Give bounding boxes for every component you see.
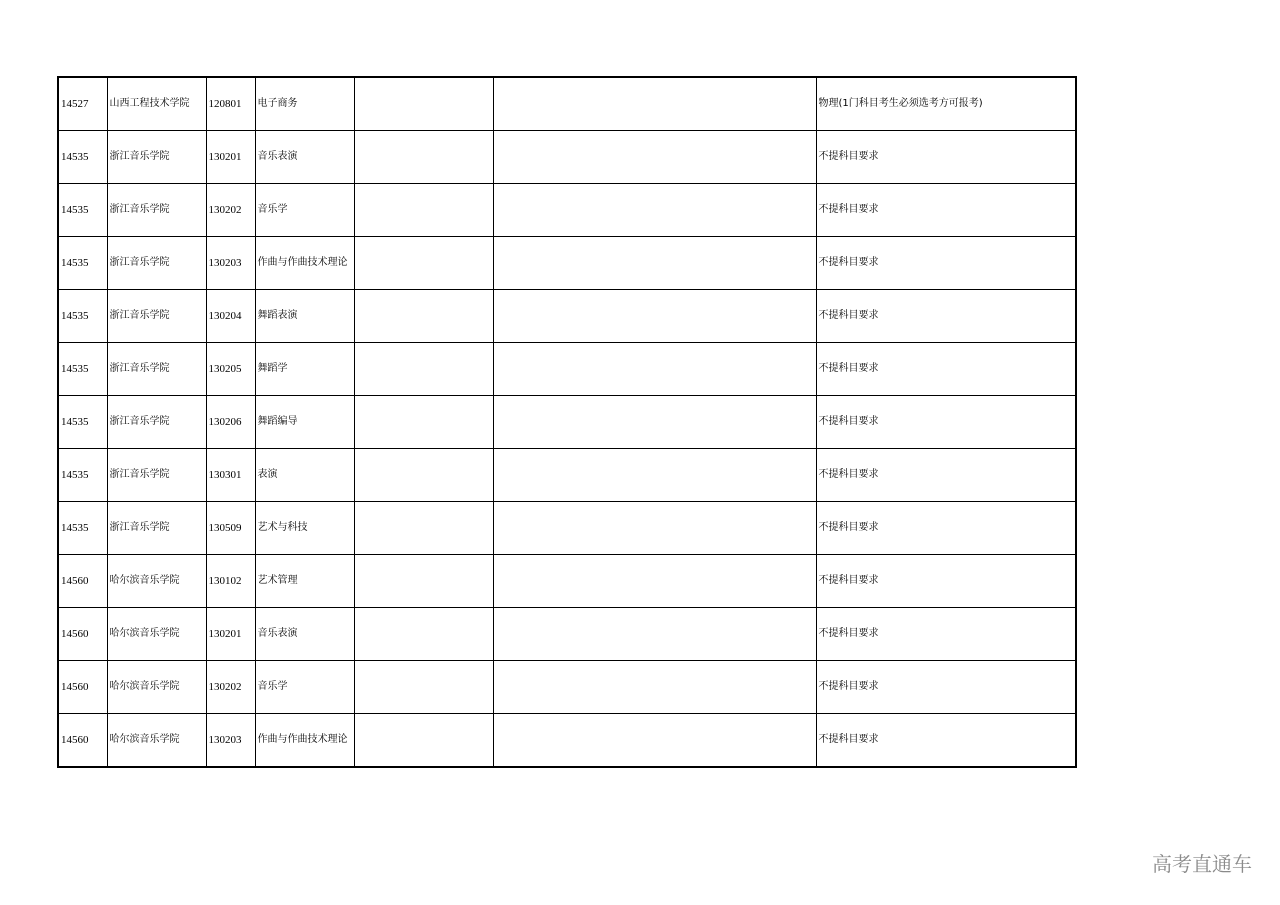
blank-cell xyxy=(354,449,493,502)
blank-cell xyxy=(354,237,493,290)
school-name-cell: 哈尔滨音乐学院 xyxy=(107,661,206,714)
blank-cell xyxy=(354,131,493,184)
school-name-cell: 哈尔滨音乐学院 xyxy=(107,714,206,768)
school-name-cell: 浙江音乐学院 xyxy=(107,502,206,555)
major-name-cell: 艺术与科技 xyxy=(255,502,354,555)
subject-requirement-cell: 不提科目要求 xyxy=(816,396,1076,449)
school-code-cell: 14535 xyxy=(58,449,107,502)
blank-cell xyxy=(493,555,816,608)
table-row xyxy=(58,343,1076,396)
blank-cell xyxy=(493,184,816,237)
table-row xyxy=(58,661,1076,714)
school-name-cell: 浙江音乐学院 xyxy=(107,343,206,396)
table-row xyxy=(58,396,1076,449)
subject-requirement-cell: 不提科目要求 xyxy=(816,502,1076,555)
subject-requirement-cell: 不提科目要求 xyxy=(816,343,1076,396)
table-row xyxy=(58,77,1076,131)
major-code-cell: 120801 xyxy=(206,77,255,131)
blank-cell xyxy=(354,343,493,396)
table-row xyxy=(58,184,1076,237)
major-name-cell: 音乐学 xyxy=(255,184,354,237)
school-code-cell: 14560 xyxy=(58,661,107,714)
table-row xyxy=(58,131,1076,184)
major-code-cell: 130509 xyxy=(206,502,255,555)
major-code-cell: 130204 xyxy=(206,290,255,343)
major-name-cell: 舞蹈编导 xyxy=(255,396,354,449)
school-name-cell: 浙江音乐学院 xyxy=(107,131,206,184)
major-name-cell: 音乐学 xyxy=(255,661,354,714)
subject-requirement-cell: 不提科目要求 xyxy=(816,661,1076,714)
subject-requirement-cell: 不提科目要求 xyxy=(816,131,1076,184)
table-row xyxy=(58,608,1076,661)
major-name-cell: 艺术管理 xyxy=(255,555,354,608)
major-code-cell: 130102 xyxy=(206,555,255,608)
table-row xyxy=(58,714,1076,768)
school-code-cell: 14535 xyxy=(58,343,107,396)
major-code-cell: 130203 xyxy=(206,714,255,768)
blank-cell xyxy=(493,661,816,714)
major-code-cell: 130201 xyxy=(206,608,255,661)
school-name-cell: 浙江音乐学院 xyxy=(107,449,206,502)
blank-cell xyxy=(493,608,816,661)
subject-requirement-cell: 不提科目要求 xyxy=(816,555,1076,608)
major-name-cell: 舞蹈表演 xyxy=(255,290,354,343)
blank-cell xyxy=(493,77,816,131)
subject-requirement-cell: 不提科目要求 xyxy=(816,237,1076,290)
major-name-cell: 作曲与作曲技术理论 xyxy=(255,237,354,290)
school-code-cell: 14560 xyxy=(58,608,107,661)
blank-cell xyxy=(354,396,493,449)
subject-requirement-cell: 不提科目要求 xyxy=(816,608,1076,661)
blank-cell xyxy=(354,714,493,768)
subject-requirement-cell: 物理(1门科目考生必须选考方可报考) xyxy=(816,77,1076,131)
major-name-cell: 电子商务 xyxy=(255,77,354,131)
school-code-cell: 14535 xyxy=(58,184,107,237)
school-code-cell: 14535 xyxy=(58,131,107,184)
blank-cell xyxy=(493,449,816,502)
blank-cell xyxy=(493,714,816,768)
subject-requirements-table xyxy=(57,76,1077,768)
table-row xyxy=(58,290,1076,343)
blank-cell xyxy=(493,343,816,396)
school-code-cell: 14535 xyxy=(58,502,107,555)
table-row xyxy=(58,449,1076,502)
school-code-cell: 14535 xyxy=(58,237,107,290)
school-name-cell: 山西工程技术学院 xyxy=(107,77,206,131)
blank-cell xyxy=(493,237,816,290)
blank-cell xyxy=(354,608,493,661)
school-name-cell: 浙江音乐学院 xyxy=(107,237,206,290)
school-name-cell: 哈尔滨音乐学院 xyxy=(107,608,206,661)
school-name-cell: 浙江音乐学院 xyxy=(107,396,206,449)
subject-requirement-cell: 不提科目要求 xyxy=(816,184,1076,237)
table-row xyxy=(58,237,1076,290)
major-code-cell: 130301 xyxy=(206,449,255,502)
blank-cell xyxy=(493,396,816,449)
table-row xyxy=(58,555,1076,608)
major-name-cell: 舞蹈学 xyxy=(255,343,354,396)
blank-cell xyxy=(354,77,493,131)
major-code-cell: 130203 xyxy=(206,237,255,290)
major-name-cell: 音乐表演 xyxy=(255,131,354,184)
blank-cell xyxy=(354,661,493,714)
watermark-text: 高考直通车 xyxy=(1152,852,1252,876)
school-code-cell: 14527 xyxy=(58,77,107,131)
major-code-cell: 130205 xyxy=(206,343,255,396)
school-name-cell: 浙江音乐学院 xyxy=(107,184,206,237)
school-code-cell: 14535 xyxy=(58,290,107,343)
subject-requirement-cell: 不提科目要求 xyxy=(816,290,1076,343)
subject-requirement-cell: 不提科目要求 xyxy=(816,449,1076,502)
major-code-cell: 130202 xyxy=(206,184,255,237)
blank-cell xyxy=(354,502,493,555)
school-code-cell: 14560 xyxy=(58,555,107,608)
table-row xyxy=(58,502,1076,555)
blank-cell xyxy=(354,290,493,343)
major-code-cell: 130202 xyxy=(206,661,255,714)
table-body xyxy=(58,77,1076,767)
school-name-cell: 浙江音乐学院 xyxy=(107,290,206,343)
school-code-cell: 14535 xyxy=(58,396,107,449)
blank-cell xyxy=(354,555,493,608)
major-code-cell: 130201 xyxy=(206,131,255,184)
blank-cell xyxy=(493,290,816,343)
subject-requirement-cell: 不提科目要求 xyxy=(816,714,1076,768)
blank-cell xyxy=(493,131,816,184)
school-code-cell: 14560 xyxy=(58,714,107,768)
major-code-cell: 130206 xyxy=(206,396,255,449)
major-name-cell: 表演 xyxy=(255,449,354,502)
major-name-cell: 作曲与作曲技术理论 xyxy=(255,714,354,768)
blank-cell xyxy=(493,502,816,555)
school-name-cell: 哈尔滨音乐学院 xyxy=(107,555,206,608)
major-name-cell: 音乐表演 xyxy=(255,608,354,661)
blank-cell xyxy=(354,184,493,237)
